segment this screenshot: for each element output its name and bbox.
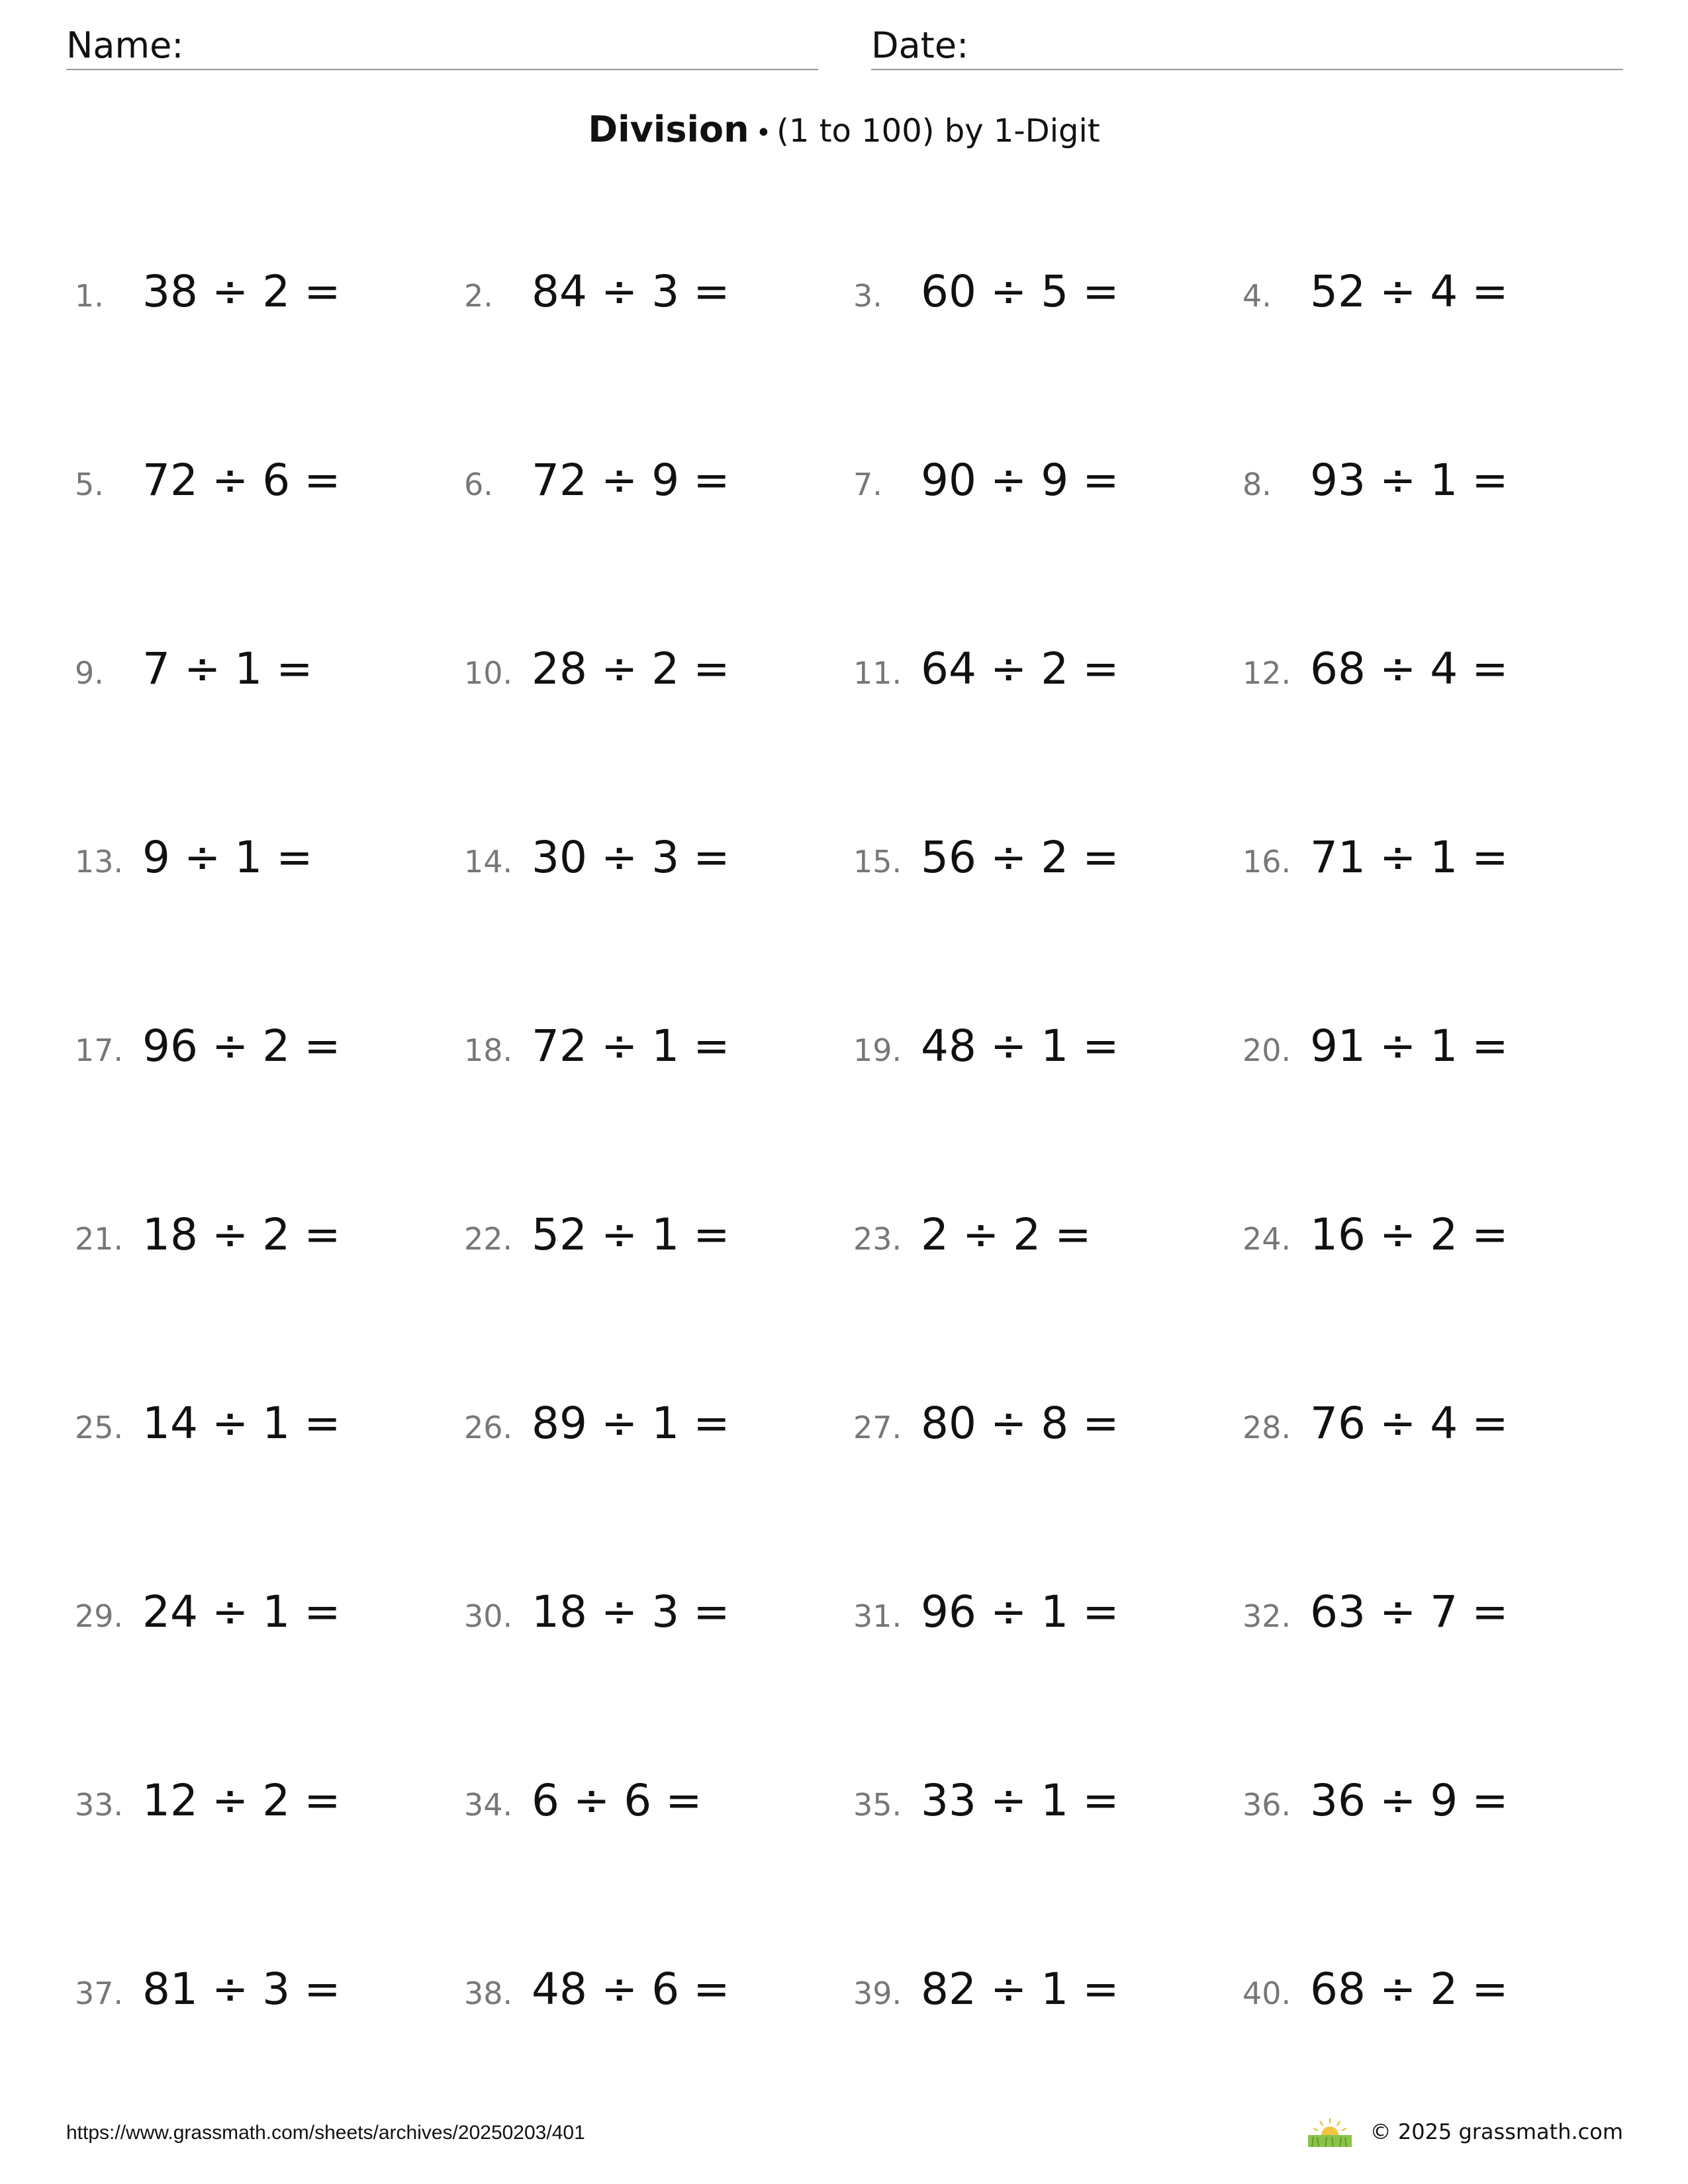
problem-expression: 76 ÷ 4 = — [1310, 1398, 1509, 1449]
problem-number: 39. — [853, 1976, 902, 2011]
problem-expression: 30 ÷ 3 = — [532, 832, 730, 883]
problem-expression: 52 ÷ 1 = — [532, 1209, 730, 1260]
problem-number: 32. — [1243, 1598, 1291, 1634]
problem-number: 35. — [853, 1787, 902, 1823]
footer-brand — [1307, 2115, 1623, 2148]
copyright: © 2025 grassmath.com — [1370, 2119, 1623, 2144]
problem-number: 36. — [1243, 1787, 1291, 1823]
problem-number: 11. — [853, 655, 902, 691]
problem-expression: 60 ÷ 5 = — [921, 266, 1119, 317]
problem-expression: 7 ÷ 1 = — [142, 643, 313, 694]
problem-number: 18. — [464, 1032, 513, 1068]
problem-expression: 38 ÷ 2 = — [142, 266, 341, 317]
problem-expression: 33 ÷ 1 = — [921, 1775, 1119, 1826]
problem-expression: 36 ÷ 9 = — [1310, 1775, 1509, 1826]
problem-number: 13. — [75, 844, 124, 880]
problem-expression: 28 ÷ 2 = — [532, 643, 730, 694]
problem-number: 5. — [75, 467, 104, 502]
problem-number: 37. — [75, 1976, 124, 2011]
problem-number: 29. — [75, 1598, 124, 1634]
problem-expression: 18 ÷ 2 = — [142, 1209, 341, 1260]
name-label: Name: — [66, 24, 184, 66]
problem-expression: 2 ÷ 2 = — [921, 1209, 1092, 1260]
problem-expression: 96 ÷ 1 = — [921, 1586, 1119, 1637]
problem-expression: 63 ÷ 7 = — [1310, 1586, 1509, 1637]
problem-number: 3. — [853, 278, 882, 314]
problem-expression: 12 ÷ 2 = — [142, 1775, 341, 1826]
problem-expression: 72 ÷ 1 = — [532, 1021, 730, 1071]
problem-expression: 72 ÷ 9 = — [532, 455, 730, 506]
problem-expression: 80 ÷ 8 = — [921, 1398, 1119, 1449]
worksheet-title — [0, 106, 1688, 157]
problem-number: 31. — [853, 1598, 902, 1634]
problem-number: 19. — [853, 1032, 902, 1068]
problem-number: 6. — [464, 467, 493, 502]
problem-number: 33. — [75, 1787, 124, 1823]
problem-number: 28. — [1243, 1410, 1291, 1445]
problem-number: 40. — [1243, 1976, 1291, 2011]
problem-expression: 18 ÷ 3 = — [532, 1586, 730, 1637]
problem-number: 22. — [464, 1221, 513, 1257]
footer-url: https://www.grassmath.com/sheets/archives/20250203/401 — [66, 2122, 585, 2144]
problem-number: 21. — [75, 1221, 124, 1257]
problem-number: 30. — [464, 1598, 513, 1634]
title-bullet: • — [755, 118, 772, 148]
problem-number: 12. — [1243, 655, 1291, 691]
problem-number: 34. — [464, 1787, 513, 1823]
problem-expression: 24 ÷ 1 = — [142, 1586, 341, 1637]
problem-expression: 84 ÷ 3 = — [532, 266, 730, 317]
problem-expression: 96 ÷ 2 = — [142, 1021, 341, 1071]
problem-expression: 16 ÷ 2 = — [1310, 1209, 1509, 1260]
problem-number: 26. — [464, 1410, 513, 1445]
title-subtitle: (1 to 100) by 1-Digit — [776, 113, 1100, 150]
date-label: Date: — [871, 24, 969, 66]
problem-number: 4. — [1243, 278, 1272, 314]
problem-number: 9. — [75, 655, 104, 691]
problem-number: 14. — [464, 844, 513, 880]
problem-expression: 56 ÷ 2 = — [921, 832, 1119, 883]
problem-expression: 93 ÷ 1 = — [1310, 455, 1509, 506]
problem-expression: 14 ÷ 1 = — [142, 1398, 341, 1449]
problem-expression: 82 ÷ 1 = — [921, 1964, 1119, 2015]
problem-number: 16. — [1243, 844, 1291, 880]
problem-expression: 91 ÷ 1 = — [1310, 1021, 1509, 1071]
problem-expression: 71 ÷ 1 = — [1310, 832, 1509, 883]
problem-expression: 89 ÷ 1 = — [532, 1398, 730, 1449]
problem-expression: 48 ÷ 1 = — [921, 1021, 1119, 1071]
problem-expression: 6 ÷ 6 = — [532, 1775, 702, 1826]
problem-number: 17. — [75, 1032, 124, 1068]
sun-over-grass-icon — [1307, 2115, 1353, 2148]
problem-number: 15. — [853, 844, 902, 880]
problem-expression: 64 ÷ 2 = — [921, 643, 1119, 694]
problem-number: 25. — [75, 1410, 124, 1445]
problem-number: 10. — [464, 655, 513, 691]
problem-expression: 9 ÷ 1 = — [142, 832, 313, 883]
problem-expression: 90 ÷ 9 = — [921, 455, 1119, 506]
problem-expression: 72 ÷ 6 = — [142, 455, 341, 506]
problem-number: 24. — [1243, 1221, 1291, 1257]
problem-number: 1. — [75, 278, 104, 314]
problem-number: 23. — [853, 1221, 902, 1257]
problem-number: 38. — [464, 1976, 513, 2011]
date-field[interactable] — [871, 20, 1623, 70]
problem-number: 8. — [1243, 467, 1272, 502]
problem-expression: 68 ÷ 2 = — [1310, 1964, 1509, 2015]
name-field[interactable] — [66, 20, 818, 70]
problem-expression: 52 ÷ 4 = — [1310, 266, 1509, 317]
problem-number: 27. — [853, 1410, 902, 1445]
problem-number: 7. — [853, 467, 882, 502]
problem-expression: 68 ÷ 4 = — [1310, 643, 1509, 694]
problem-number: 20. — [1243, 1032, 1291, 1068]
title-main: Division — [588, 109, 749, 150]
problem-expression: 48 ÷ 6 = — [532, 1964, 730, 2015]
problem-number: 2. — [464, 278, 493, 314]
problem-expression: 81 ÷ 3 = — [142, 1964, 341, 2015]
